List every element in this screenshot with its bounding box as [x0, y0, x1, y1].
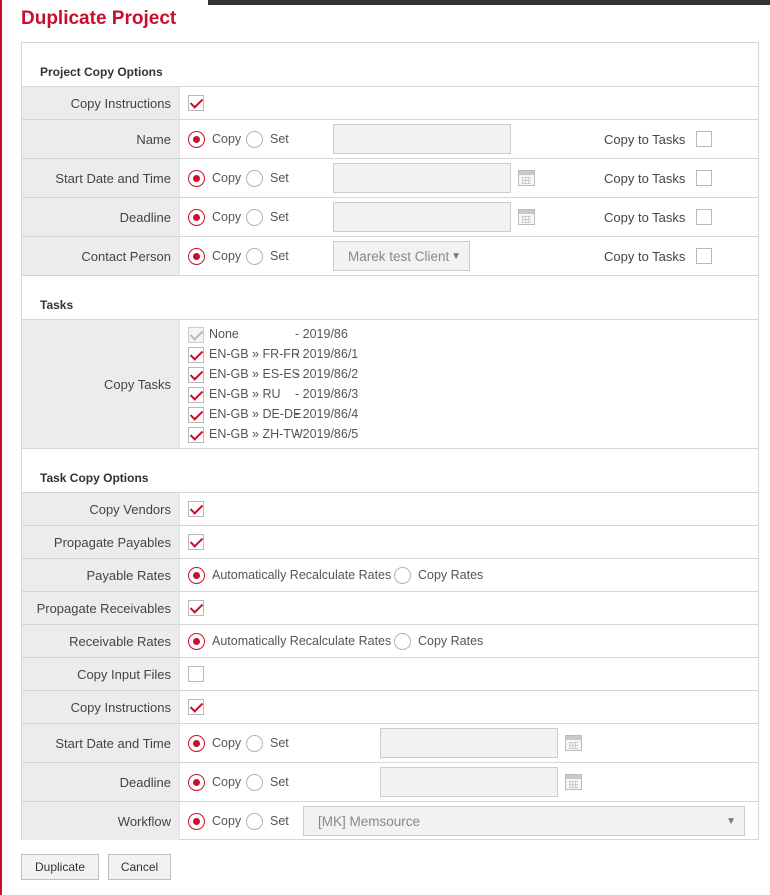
task-name: EN-GB » ZH-TW [209, 427, 303, 441]
task-copy-instructions-label: Copy Instructions [22, 691, 180, 723]
calendar-icon[interactable] [518, 209, 535, 225]
start-date-label: Start Date and Time [22, 159, 180, 197]
row-start-date [22, 159, 758, 198]
task-start-set-label: Set [270, 736, 289, 750]
row-contact-person [22, 237, 758, 276]
calendar-icon[interactable] [565, 774, 582, 790]
deadline-copy-to-tasks-checkbox[interactable] [696, 209, 712, 225]
copy-input-files-label: Copy Input Files [22, 658, 180, 690]
row-copy-tasks [22, 320, 758, 449]
receivable-copy-rates-radio[interactable] [394, 633, 411, 650]
contact-copy-radio[interactable] [188, 248, 205, 265]
workflow-value: [MK] Memsource [318, 813, 421, 829]
propagate-receivables-checkbox[interactable] [188, 600, 204, 616]
receivable-auto-recalc-radio[interactable] [188, 633, 205, 650]
calendar-icon[interactable] [518, 170, 535, 186]
propagate-payables-label: Propagate Payables [22, 526, 180, 558]
deadline-input[interactable] [333, 202, 511, 232]
row-task-deadline [22, 763, 758, 802]
task-start-date-input[interactable] [380, 728, 558, 758]
top-bar-dark [208, 0, 770, 5]
task-deadline-input[interactable] [380, 767, 558, 797]
row-name [22, 120, 758, 159]
contact-set-label: Set [270, 249, 289, 263]
start-set-label: Set [270, 171, 289, 185]
receivable-auto-recalc-label: Automatically Recalculate Rates [212, 634, 392, 648]
task-checkbox[interactable] [188, 347, 204, 363]
payable-auto-recalc-label: Automatically Recalculate Rates [212, 568, 392, 582]
task-deadline-label: Deadline [22, 763, 180, 801]
contact-set-radio[interactable] [246, 248, 263, 265]
task-checkbox[interactable] [188, 427, 204, 443]
payable-auto-recalc-radio[interactable] [188, 567, 205, 584]
start-copy-to-tasks-checkbox[interactable] [696, 170, 712, 186]
task-name: None [209, 327, 239, 341]
row-receivable-rates [22, 625, 758, 658]
name-copy-label: Copy [212, 132, 242, 146]
task-start-copy-radio[interactable] [188, 735, 205, 752]
payable-copy-rates-label: Copy Rates [418, 568, 484, 582]
task-checkbox[interactable] [188, 387, 204, 403]
name-copy-radio[interactable] [188, 131, 205, 148]
workflow-select[interactable] [303, 806, 745, 836]
task-deadline-copy-label: Copy [212, 775, 242, 789]
tasks-heading: Tasks [22, 276, 758, 320]
payable-rates-label: Payable Rates [22, 559, 180, 591]
task-deadline-copy-radio[interactable] [188, 774, 205, 791]
copy-vendors-checkbox[interactable] [188, 501, 204, 517]
contact-copy-to-tasks-label: Copy to Tasks [604, 249, 686, 264]
task-id: - 2019/86/2 [295, 367, 359, 381]
workflow-set-label: Set [270, 814, 289, 828]
workflow-copy-label: Copy [212, 814, 242, 828]
copy-input-files-checkbox[interactable] [188, 666, 204, 682]
copy-instructions-checkbox[interactable] [188, 95, 204, 111]
name-copy-to-tasks-label: Copy to Tasks [604, 132, 686, 147]
dialog-title: Duplicate Project [21, 8, 177, 29]
cancel-button[interactable]: Cancel [108, 854, 171, 880]
propagate-receivables-label: Propagate Receivables [22, 592, 180, 624]
start-copy-to-tasks-label: Copy to Tasks [604, 171, 686, 186]
row-copy-instructions [22, 87, 758, 120]
task-id: - 2019/86/1 [295, 347, 359, 361]
task-name: EN-GB » DE-DE [209, 407, 302, 421]
copy-instructions-label: Copy Instructions [22, 87, 180, 119]
task-name: EN-GB » ES-ES [209, 367, 300, 381]
workflow-set-radio[interactable] [246, 813, 263, 830]
task-start-set-radio[interactable] [246, 735, 263, 752]
start-copy-label: Copy [212, 171, 242, 185]
task-checkbox[interactable] [188, 407, 204, 423]
row-task-copy-instructions [22, 691, 758, 724]
contact-person-value: Marek test Client [348, 248, 450, 264]
deadline-label: Deadline [22, 198, 180, 236]
task-deadline-set-radio[interactable] [246, 774, 263, 791]
chevron-down-icon: ▼ [726, 816, 736, 827]
top-bar [0, 0, 770, 5]
start-copy-radio[interactable] [188, 170, 205, 187]
options-panel [21, 42, 759, 840]
deadline-copy-to-tasks-label: Copy to Tasks [604, 210, 686, 225]
copy-tasks-label: Copy Tasks [22, 320, 180, 448]
row-copy-vendors [22, 493, 758, 526]
duplicate-button[interactable]: Duplicate [21, 854, 99, 880]
start-set-radio[interactable] [246, 170, 263, 187]
contact-person-label: Contact Person [22, 237, 180, 275]
chevron-down-icon: ▼ [451, 251, 461, 262]
task-checkbox[interactable] [188, 327, 204, 343]
task-id: - 2019/86/4 [295, 407, 359, 421]
row-propagate-receivables [22, 592, 758, 625]
row-task-start-date [22, 724, 758, 763]
name-input[interactable] [333, 124, 511, 154]
receivable-copy-rates-label: Copy Rates [418, 634, 484, 648]
row-deadline [22, 198, 758, 237]
project-copy-options-heading: Project Copy Options [22, 43, 758, 87]
receivable-rates-label: Receivable Rates [22, 625, 180, 657]
task-id: - 2019/86 [295, 327, 348, 341]
workflow-label: Workflow [22, 802, 180, 840]
deadline-copy-radio[interactable] [188, 209, 205, 226]
task-name: EN-GB » RU [209, 387, 281, 401]
workflow-copy-radio[interactable] [188, 813, 205, 830]
row-copy-input-files [22, 658, 758, 691]
propagate-payables-checkbox[interactable] [188, 534, 204, 550]
contact-person-select[interactable] [333, 241, 470, 271]
row-payable-rates [22, 559, 758, 592]
deadline-copy-label: Copy [212, 210, 242, 224]
task-start-date-label: Start Date and Time [22, 724, 180, 762]
row-propagate-payables [22, 526, 758, 559]
task-checkbox[interactable] [188, 367, 204, 383]
start-date-input[interactable] [333, 163, 511, 193]
task-deadline-set-label: Set [270, 775, 289, 789]
contact-copy-to-tasks-checkbox[interactable] [696, 248, 712, 264]
deadline-set-radio[interactable] [246, 209, 263, 226]
left-accent-line [0, 0, 2, 895]
copy-vendors-label: Copy Vendors [22, 493, 180, 525]
task-copy-options-heading: Task Copy Options [22, 449, 758, 493]
task-id: - 2019/86/5 [295, 427, 359, 441]
task-copy-instructions-checkbox[interactable] [188, 699, 204, 715]
name-set-radio[interactable] [246, 131, 263, 148]
name-copy-to-tasks-checkbox[interactable] [696, 131, 712, 147]
name-label: Name [22, 120, 180, 158]
task-name: EN-GB » FR-FR [209, 347, 300, 361]
task-start-copy-label: Copy [212, 736, 242, 750]
payable-copy-rates-radio[interactable] [394, 567, 411, 584]
calendar-icon[interactable] [565, 735, 582, 751]
row-workflow [22, 802, 758, 840]
task-id: - 2019/86/3 [295, 387, 359, 401]
contact-copy-label: Copy [212, 249, 242, 263]
name-set-label: Set [270, 132, 289, 146]
deadline-set-label: Set [270, 210, 289, 224]
